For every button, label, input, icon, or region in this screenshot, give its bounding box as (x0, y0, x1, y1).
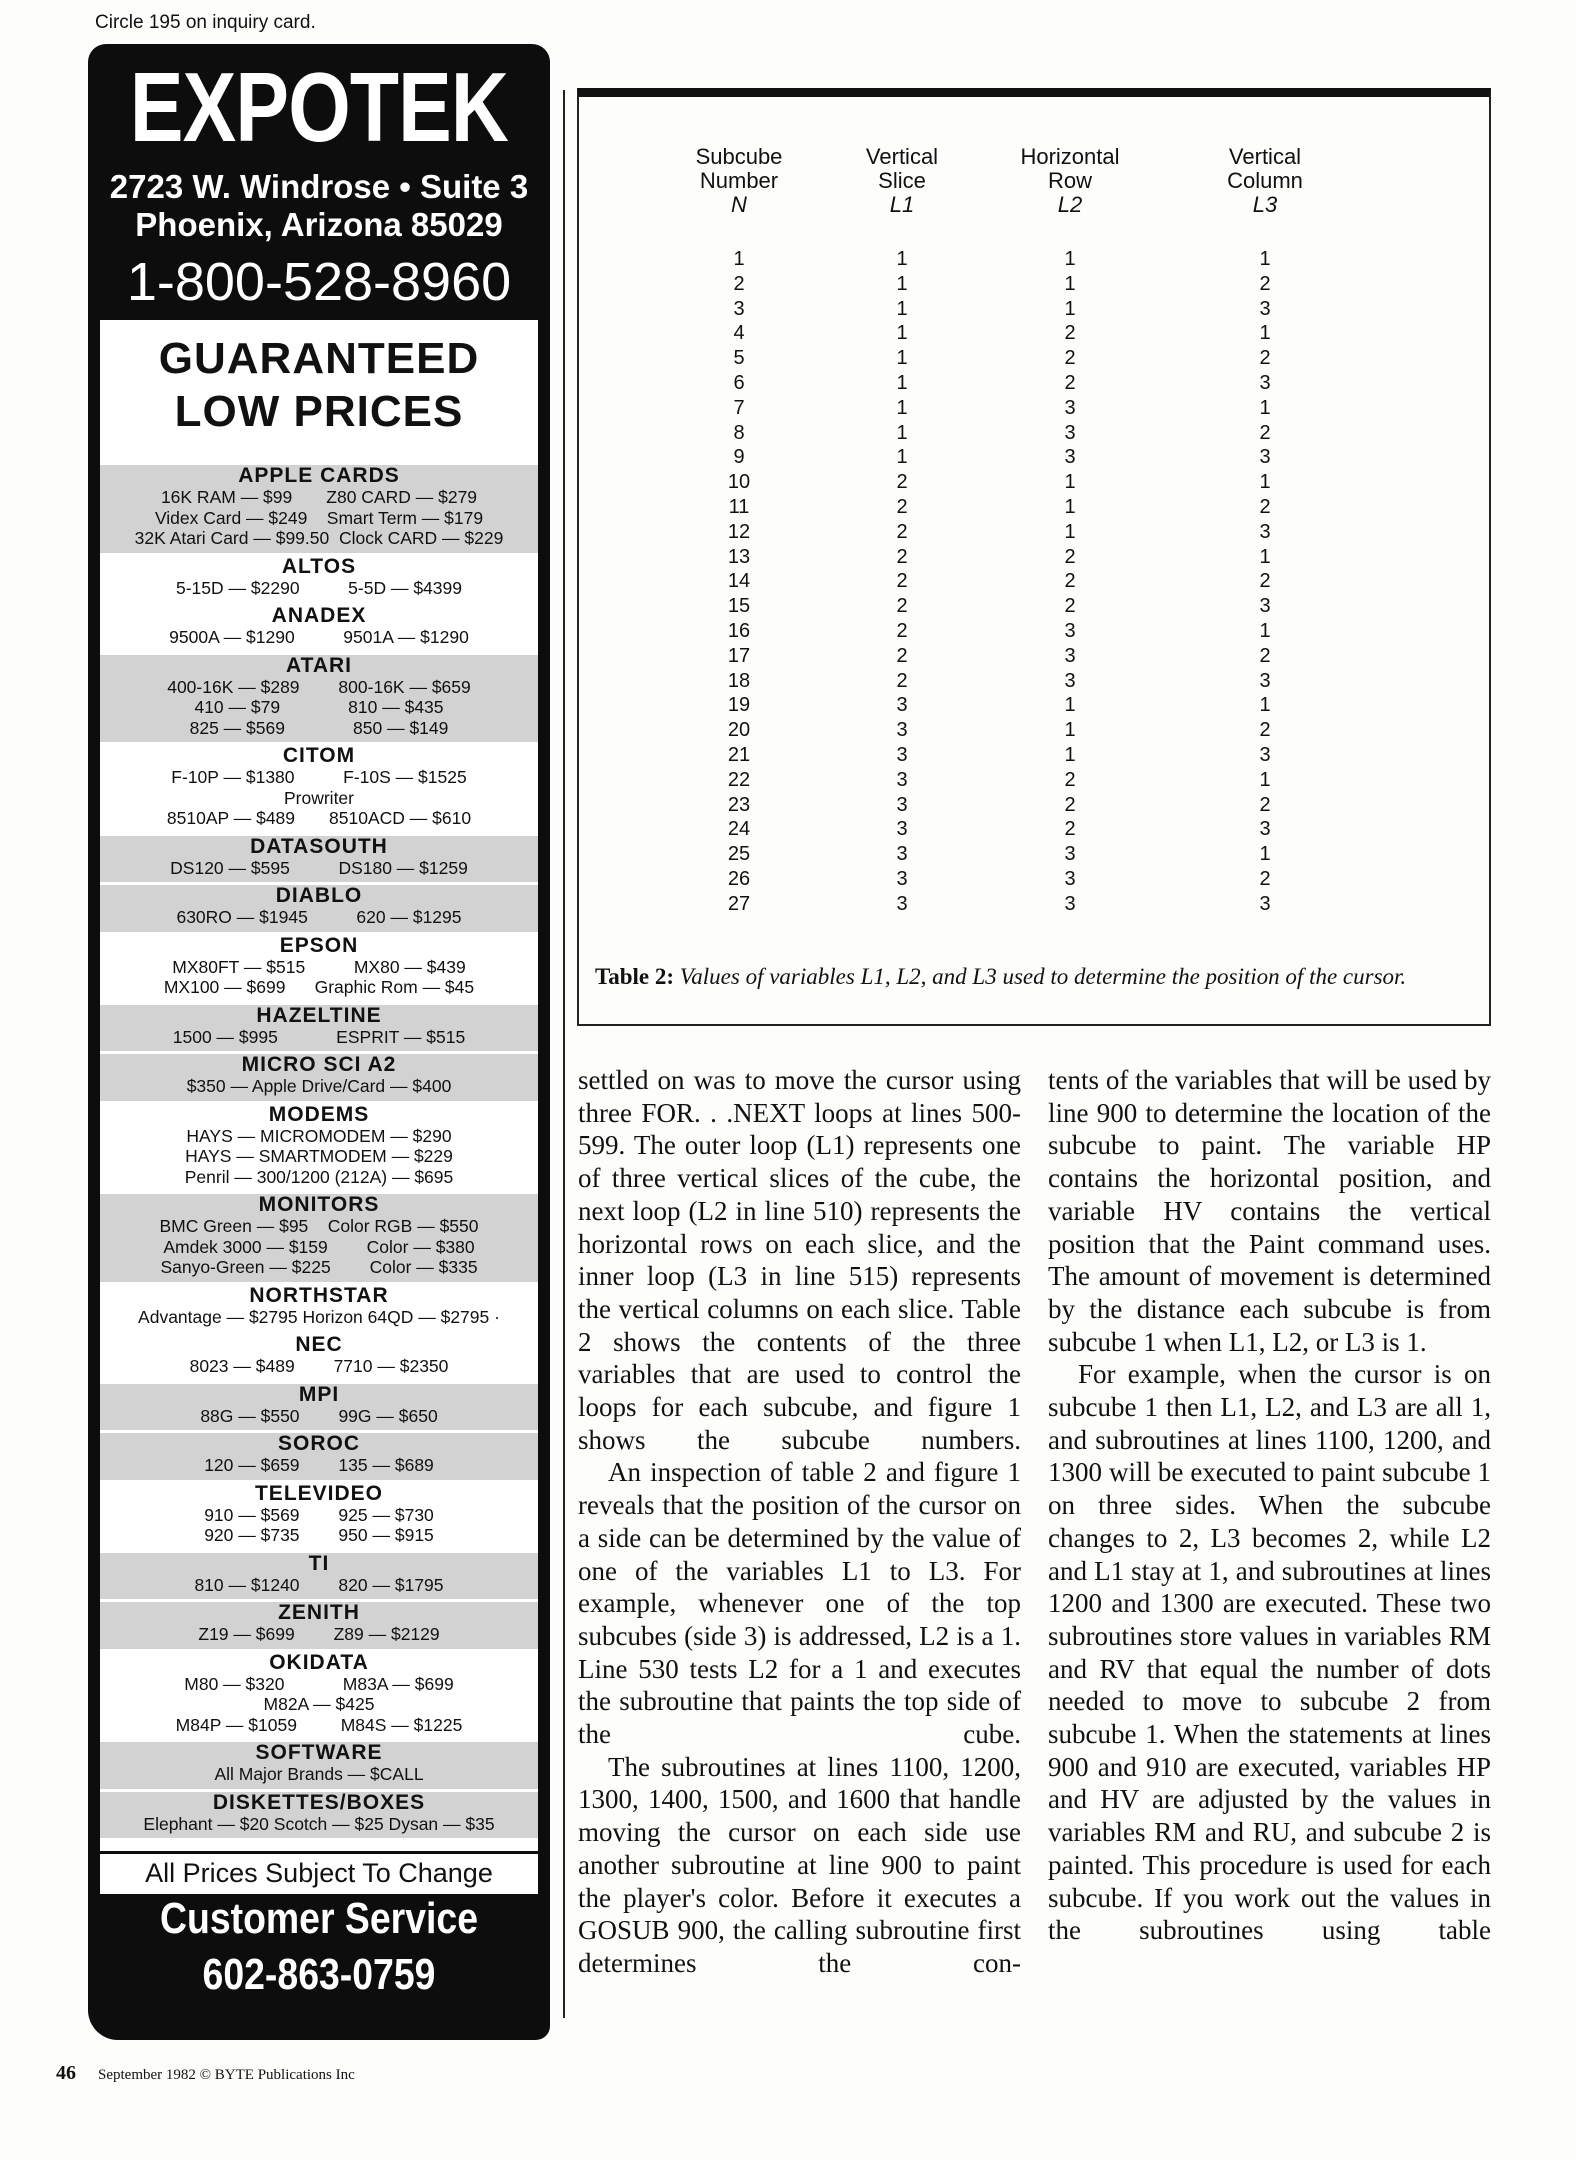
table-cell: 2 (1064, 570, 1076, 593)
price-section (100, 1742, 538, 1789)
table-cell: 2 (1259, 867, 1271, 890)
table-cell: 5 (733, 347, 745, 370)
paragraph: settled on was to move the cursor using three FOR. . .NEXT loops at lines 500-599. The outer loop (L1) represents one of three vertical slices of the cube, the next loop (L2 in line 510) represents the horizontal rows on each slice, and the inner loop (L3 in line 515) represents the vertical columns on each slice. Table 2 shows the contents of the three variables that are used to control the loops for each subcube, and figure 1 shows the subcube numbers. (578, 1065, 1021, 1455)
price-line: M80 — $320 M83A — $699 (184, 1673, 454, 1694)
price-section (100, 1483, 538, 1550)
price-section-title: NORTHSTAR (249, 1283, 389, 1307)
table-cell: 1 (1259, 545, 1271, 568)
inquiry-note: Circle 195 on inquiry card. (95, 12, 316, 33)
price-line: 9500A — $1290 9501A — $1290 (169, 627, 469, 647)
table-cell: 21 (727, 743, 751, 766)
table-cell: 1 (896, 396, 908, 419)
page-footer (56, 2062, 355, 2085)
table-cell: 15 (727, 595, 751, 618)
table-cell: 3 (1064, 892, 1076, 915)
price-section (100, 1384, 538, 1431)
price-section-title: ALTOS (281, 554, 357, 578)
table-cell: 2 (1064, 322, 1076, 345)
price-line: 88G — $550 99G — $650 (200, 1405, 438, 1426)
table-cell: 3 (896, 694, 908, 717)
table-cell: 14 (727, 570, 751, 593)
column-divider (563, 90, 565, 2018)
price-section (100, 1285, 538, 1332)
price-line: 400-16K — $289 800-16K — $659 (167, 676, 471, 697)
header-var: L3 (1252, 192, 1278, 217)
paragraph: An inspection of table 2 and figure 1 reveals that the position of the cursor on a side can be determined by the value of one of the variables L1 to L3. For example, whenever one of the top subcubes (side 3) is addressed, L2 is a 1. Line 530 tests L2 for a 1 and executes the subroutine that paints the top side of the cube. (578, 1457, 1021, 1750)
table-cell: 3 (1064, 867, 1076, 890)
price-section-title: TELEVIDEO (254, 1481, 384, 1505)
header-line: Number (699, 168, 779, 193)
price-section (100, 745, 538, 833)
price-section-title: DISKETTES/BOXES (212, 1790, 426, 1814)
article-column-2 (1048, 1064, 1491, 1947)
table-cell: 1 (896, 446, 908, 469)
table-cell: 2 (896, 595, 908, 618)
column-l3 (1235, 247, 1295, 917)
price-section (100, 1194, 538, 1282)
price-line: BMC Green — $95 Color RGB — $550 (159, 1216, 479, 1236)
table-cell: 20 (727, 719, 751, 742)
header-var: N (731, 192, 747, 217)
table-cell: 2 (896, 570, 908, 593)
table-cell: 3 (1259, 446, 1271, 469)
price-line: Prowriter (283, 787, 354, 808)
table-cell: 2 (1259, 793, 1271, 816)
price-line: 120 — $659 135 — $689 (204, 1455, 434, 1475)
price-section (100, 1792, 538, 1839)
table-cell: 2 (896, 471, 908, 494)
price-list (100, 461, 538, 1851)
table-cell: 1 (1259, 768, 1271, 791)
price-line: 910 — $569 925 — $730 (204, 1504, 434, 1525)
price-line: HAYS — SMARTMODEM — $229 (185, 1146, 453, 1166)
price-section-title: MODEMS (268, 1102, 370, 1126)
paragraph: The subroutines at lines 1100, 1200, 1300, 1400, 1500, and 1600 that handle moving the cursor on each side use another subroutine at line 900 to paint the player's color. Before it executes a GOSUB 900, the calling subroutine first determines the con- (578, 1751, 1021, 1978)
price-line: M82A — $425 (263, 1694, 375, 1714)
table-cell: 2 (1064, 371, 1076, 394)
table-cell: 3 (1259, 595, 1271, 618)
header-line: Vertical (865, 144, 939, 169)
table-cell: 1 (896, 248, 908, 270)
article-column-1 (578, 1064, 1021, 1980)
table-cell: 2 (1064, 595, 1076, 618)
price-section-title: CITOM (282, 744, 356, 767)
column-n (709, 247, 769, 917)
table-cell: 3 (896, 818, 908, 841)
price-line: 630RO — $1945 620 — $1295 (176, 907, 462, 927)
table-cell: 2 (896, 545, 908, 568)
table-cell: 3 (896, 843, 908, 866)
table-cell: 2 (896, 669, 908, 692)
table-cell: 22 (727, 768, 751, 791)
table-cell: 27 (727, 892, 751, 915)
expotek-ad (88, 44, 550, 2040)
price-line: Sanyo-Green — $225 Color — $335 (160, 1257, 478, 1277)
price-section-title: MICRO SCI A2 (241, 1053, 397, 1076)
table-cell: 3 (896, 892, 908, 915)
price-line: Videx Card — $249 Smart Term — $179 (154, 507, 484, 528)
price-line: 825 — $569 850 — $149 (189, 717, 449, 738)
price-section (100, 1104, 538, 1192)
page-number: 46 (56, 2062, 76, 2084)
price-section-title: SOROC (277, 1432, 360, 1455)
table-cell: 2 (896, 495, 908, 518)
price-line: MX80FT — $515 MX80 — $439 (172, 956, 466, 977)
table-cell: 26 (727, 867, 751, 890)
column-l2 (1040, 247, 1100, 917)
price-section (100, 605, 538, 652)
price-line: All Major Brands — $CALL (214, 1764, 424, 1784)
table-cell: 11 (728, 495, 750, 518)
table-cell: 2 (896, 644, 908, 667)
table-cell: 2 (1259, 570, 1271, 593)
table-cell: 1 (1064, 471, 1076, 494)
price-section (100, 1553, 538, 1600)
header-row (990, 145, 1150, 217)
table-cell: 10 (727, 471, 751, 494)
table-cell: 2 (1259, 495, 1271, 518)
table-cell: 3 (1064, 644, 1076, 667)
table-cell: 3 (733, 297, 745, 320)
header-line: Row (1047, 168, 1092, 193)
header-line: Subcube (695, 144, 783, 169)
price-line: 16K RAM — $99 Z80 CARD — $279 (160, 487, 478, 507)
price-line: Advantage — $2795 Horizon 64QD — $2795 · (138, 1306, 500, 1327)
price-section-title: ZENITH (278, 1601, 360, 1624)
table-cell: 1 (1259, 248, 1271, 270)
table-cell: 1 (1259, 843, 1271, 866)
table-2 (577, 88, 1491, 1026)
table-cell: 1 (1064, 719, 1076, 742)
ad-headline-box (100, 320, 538, 461)
table-cell: 1 (896, 322, 908, 345)
table-cell: 3 (1259, 371, 1271, 394)
price-section-title: DIABLO (275, 884, 363, 907)
table-cell: 16 (727, 619, 751, 642)
price-line: 1500 — $995 ESPRIT — $515 (172, 1026, 466, 1047)
table-caption (595, 961, 1475, 992)
table-cell: 17 (727, 644, 751, 667)
table-cell: 1 (733, 248, 745, 270)
price-section-title: TI (308, 1551, 330, 1575)
price-line: Amdek 3000 — $159 Color — $380 (163, 1236, 475, 1257)
table-cell: 1 (1259, 471, 1271, 494)
header-line: Slice (878, 168, 926, 193)
paragraph: For example, when the cursor is on subcube 1 then L1, L2, and L3 are all 1, and subroutines at lines 1100, 1200, and 1300 will be executed to paint subcube 1 on three sides. When the subcube changes to 2, L3 becomes 2, while L2 and L1 stay at 1, and subroutines at lines 1200 and 1300 are executed. These two subroutines store values in variables RM and RV that equal the number of dots needed to move to subcube 2 from subcube 1. When the statements at lines 900 and 910 are executed, variables HP and HV are adjusted by the values in variables RM and RU, and subcube 2 is painted. This procedure is used for each subcube. If you work out the values in the subroutines using table (1048, 1359, 1491, 1946)
paragraph: tents of the variables that will be used by line 900 to determine the location of the subcube to paint. The variable HP contains the horizontal position, and variable HV contains the vertical position that the Paint command uses. The amount of movement is determined by the distance each subcube is from subcube 1 when L1, L2, or L3 is 1. (1048, 1065, 1491, 1357)
table-cell: 2 (896, 619, 908, 642)
caption-label: Table 2: (595, 964, 675, 989)
price-line: Elephant — $20 Scotch — $25 Dysan — $35 (143, 1813, 495, 1834)
table-cell: 3 (1064, 619, 1076, 642)
table-cell: 1 (896, 297, 908, 320)
ad-brand: EXPOTEK (129, 52, 509, 162)
table-cell: 3 (1259, 892, 1271, 915)
table-cell: 3 (1259, 520, 1271, 543)
price-section (100, 1602, 538, 1649)
table-cell: 6 (733, 371, 745, 394)
table-cell: 3 (1259, 669, 1271, 692)
header-var: L1 (889, 192, 915, 217)
price-section (100, 935, 538, 1002)
table-cell: 1 (1064, 297, 1076, 320)
price-section-title: MPI (298, 1382, 340, 1406)
price-line: 410 — $79 810 — $435 (194, 697, 444, 717)
ad-headline-1: GUARANTEED (158, 334, 480, 383)
table-cell: 2 (1259, 719, 1271, 742)
table-cell: 25 (727, 843, 751, 866)
ad-service-label: Customer Service (159, 1894, 479, 1943)
price-section-title: ANADEX (271, 604, 367, 627)
footer-credit: September 1982 © BYTE Publications Inc (98, 2067, 355, 2083)
table-cell: 1 (1064, 743, 1076, 766)
table-cell: 19 (727, 694, 751, 717)
price-line: 810 — $1240 820 — $1795 (194, 1574, 444, 1595)
price-section (100, 1652, 538, 1740)
table-cell: 12 (727, 520, 751, 543)
price-section (100, 556, 538, 603)
price-line: Penril — 300/1200 (212A) — $695 (184, 1166, 454, 1187)
price-line: 8510AP — $489 8510ACD — $610 (166, 808, 472, 828)
ad-phone: 1-800-528-8960 (126, 252, 512, 312)
column-l1 (872, 247, 932, 917)
price-section-title: APPLE CARDS (238, 464, 400, 487)
price-section-title: EPSON (279, 933, 359, 957)
price-section-title: NEC (295, 1333, 343, 1356)
price-section (100, 836, 538, 883)
ad-disclaimer: All Prices Subject To Change (100, 1854, 538, 1894)
price-section-title: ATARI (285, 653, 353, 677)
table-cell: 2 (1064, 818, 1076, 841)
price-section (100, 465, 538, 553)
table-cell: 1 (1259, 322, 1271, 345)
table-cell: 2 (733, 272, 745, 295)
table-cell: 3 (1259, 743, 1271, 766)
table-cell: 1 (896, 421, 908, 444)
table-cell: 1 (896, 272, 908, 295)
price-line: DS120 — $595 DS180 — $1259 (170, 857, 468, 878)
price-section (100, 1334, 538, 1381)
table-cell: 3 (896, 719, 908, 742)
price-section (100, 655, 538, 743)
table-cell: 2 (1259, 347, 1271, 370)
table-cell: 3 (1259, 818, 1271, 841)
table-cell: 3 (1064, 669, 1076, 692)
price-line: HAYS — MICROMODEM — $290 (186, 1125, 452, 1146)
table-cell: 3 (1259, 297, 1271, 320)
header-line: Horizontal (1020, 144, 1120, 169)
price-line: $350 — Apple Drive/Card — $400 (186, 1076, 452, 1096)
table-cell: 2 (896, 520, 908, 543)
price-line: 32K Atari Card — $99.50 Clock CARD — $229 (134, 528, 504, 548)
price-section (100, 885, 538, 932)
table-cell: 23 (727, 793, 751, 816)
table-cell: 1 (896, 347, 908, 370)
table-cell: 3 (896, 768, 908, 791)
ad-service-phone: 602-863-0759 (202, 1950, 436, 1999)
table-cell: 4 (733, 322, 745, 345)
price-line: MX100 — $699 Graphic Rom — $45 (163, 977, 475, 997)
table-cell: 2 (1064, 347, 1076, 370)
table-cell: 7 (733, 396, 745, 419)
header-slice (822, 145, 982, 217)
table-cell: 1 (1259, 619, 1271, 642)
table-cell: 1 (1064, 694, 1076, 717)
price-line: 5-15D — $2290 5-5D — $4399 (176, 577, 462, 598)
table-cell: 2 (1064, 768, 1076, 791)
table-cell: 3 (896, 793, 908, 816)
price-section-title: OKIDATA (269, 1650, 369, 1674)
table-cell: 3 (1064, 396, 1076, 419)
ad-address-line1: 2723 W. Windrose • Suite 3 (109, 168, 529, 205)
header-line: Vertical (1228, 144, 1302, 169)
price-line: 920 — $735 950 — $915 (204, 1525, 434, 1545)
price-section (100, 1433, 538, 1480)
price-section (100, 1054, 538, 1101)
table-cell: 1 (1064, 495, 1076, 518)
table-cell: 1 (1064, 272, 1076, 295)
table-cell: 9 (733, 446, 745, 469)
ad-headline-2: LOW PRICES (174, 387, 464, 436)
price-section-title: HAZELTINE (256, 1003, 382, 1027)
header-var: L2 (1057, 192, 1083, 217)
table-cell: 3 (896, 867, 908, 890)
table-cell: 1 (1064, 520, 1076, 543)
table-cell: 2 (1259, 421, 1271, 444)
caption-text: Values of variables L1, L2, and L3 used to determine the position of the cursor. (679, 964, 1407, 989)
ad-address-line2: Phoenix, Arizona 85029 (135, 206, 503, 243)
table-cell: 8 (733, 421, 745, 444)
table-cell: 3 (1064, 446, 1076, 469)
table-cell: 3 (1064, 843, 1076, 866)
table-cell: 2 (1064, 545, 1076, 568)
table-cell: 1 (896, 371, 908, 394)
price-section-title: DATASOUTH (250, 834, 388, 858)
table-cell: 18 (727, 669, 751, 692)
table-cell: 3 (896, 743, 908, 766)
table-cell: 1 (1259, 694, 1271, 717)
price-section-title: MONITORS (258, 1193, 380, 1216)
table-cell: 1 (1259, 396, 1271, 419)
price-line: Z19 — $699 Z89 — $2129 (198, 1624, 440, 1644)
table-cell: 2 (1064, 793, 1076, 816)
header-column (1185, 145, 1345, 217)
price-section-title: SOFTWARE (255, 1741, 383, 1764)
table-cell: 2 (1259, 272, 1271, 295)
price-line: M84P — $1059 M84S — $1225 (175, 1714, 463, 1735)
price-section (100, 1005, 538, 1052)
table-cell: 13 (727, 545, 751, 568)
price-line: 8023 — $489 7710 — $2350 (189, 1356, 449, 1376)
table-cell: 1 (1064, 248, 1076, 270)
header-subcube (659, 145, 819, 217)
header-line: Column (1227, 168, 1303, 193)
table-cell: 3 (1064, 421, 1076, 444)
table-cell: 24 (727, 818, 751, 841)
table-cell: 2 (1259, 644, 1271, 667)
price-line: F-10P — $1380 F-10S — $1525 (171, 767, 467, 787)
